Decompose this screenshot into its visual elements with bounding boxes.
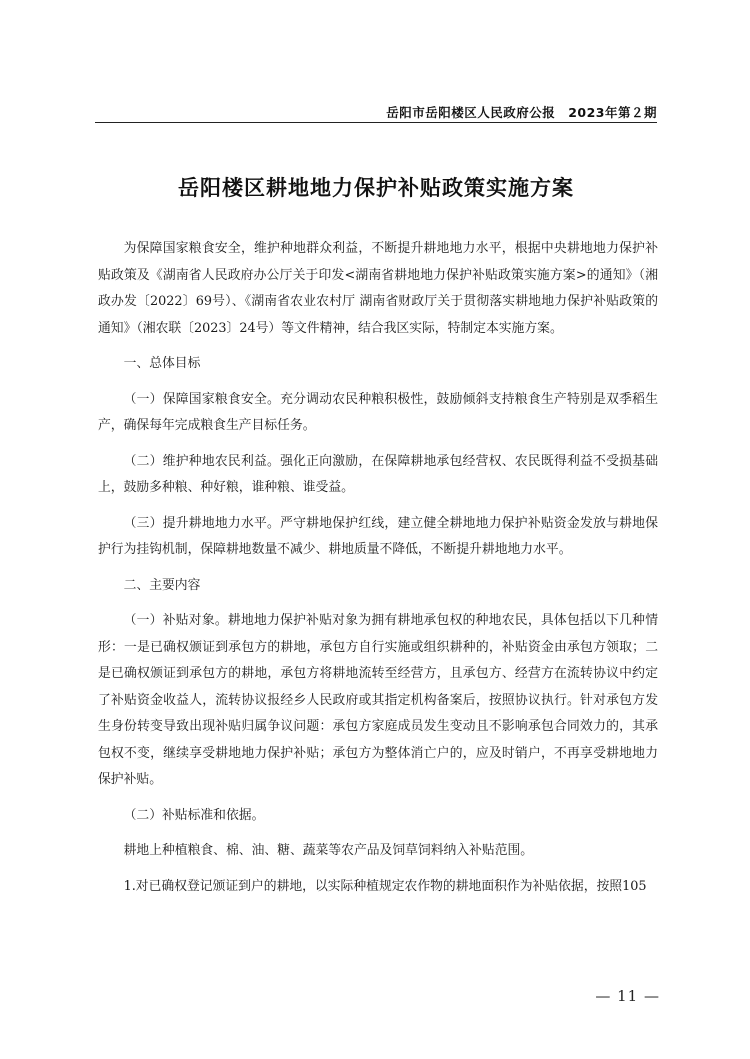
goal-paragraph-farmer-interests: （二）维护种地农民利益。强化正向激励，在保障耕地承包经营权、农民既得利益不受损基础上，鼓励多种粮、种好粮，谁种粮、谁受益。	[98, 453, 658, 495]
section-heading-main-content: 二、主要内容	[123, 577, 201, 593]
header-rule	[95, 122, 657, 123]
page-number: — 11 —	[595, 987, 660, 1005]
content-paragraph-scope: 耕地上种植粮食、棉、油、糖、蔬菜等农产品及饲草饲料纳入补贴范围。	[123, 843, 534, 858]
section-heading-overall-goals: 一、总体目标	[123, 356, 201, 371]
intro-paragraph: 为保障国家粮食安全，维护种地群众利益，不断提升耕地地力水平，根据中央耕地地力保护补贴政策及《湖南省人民政府办公厅关于印发<湖南省耕地地力保护补贴政策实施方案>的通知》（湘政办发〔2022〕69号）、《湖南省农业农村厅 湖南省财政厅关于贯彻落实耕地地力保护补贴政策的通知》（湘农联〔2023〕24号）等文件精神，结合我区实际，特制定本实施方案。	[98, 241, 658, 336]
bulletin-header: 岳阳市岳阳楼区人民政府公报 2023年第２期	[386, 105, 657, 120]
document-body	[98, 236, 658, 909]
goal-paragraph-food-security: （一）保障国家粮食安全。充分调动农民种粮积极性，鼓励倾斜支持粮食生产特别是双季稻生产，确保每年完成粮食生产目标任务。	[98, 391, 658, 433]
content-paragraph-subsidy-standard: （二）补贴标准和依据。	[123, 807, 265, 823]
document-title: 岳阳楼区耕地地力保护补贴政策实施方案	[178, 175, 574, 200]
content-paragraph-item-1: 1.对已确权登记颁证到户的耕地，以实际种植规定农作物的耕地面积作为补贴依据，按照105	[123, 878, 647, 894]
goal-paragraph-soil-fertility: （三）提升耕地地力水平。严守耕地保护红线，建立健全耕地地力保护补贴资金发放与耕地保护行为挂钩机制，保障耕地数量不减少、耕地质量不降低，不断提升耕地地力水平。	[98, 515, 658, 557]
content-paragraph-subsidy-recipients: （一）补贴对象。耕地地力保护补贴对象为拥有耕地承包权的种地农民，具体包括以下几种情形：一是已确权颁证到承包方的耕地，承包方自行实施或组织耕种的，补贴资金由承包方领取；二是已确权颁证到承包方的耕地，承包方将耕地流转至经营方，且承包方、经营方在流转协议中约定了补贴资金收益人，流转协议报经乡人民政府或其指定机构备案后，按照协议执行。针对承包方发生身份转变导致出现补贴归属争议问题：承包方家庭成员发生变动且不影响承包合同效力的，其承包权不变，继续享受耕地地力保护补贴；承包方为整体消亡户的，应及时销户，不再享受耕地地力保护补贴。	[98, 613, 658, 787]
